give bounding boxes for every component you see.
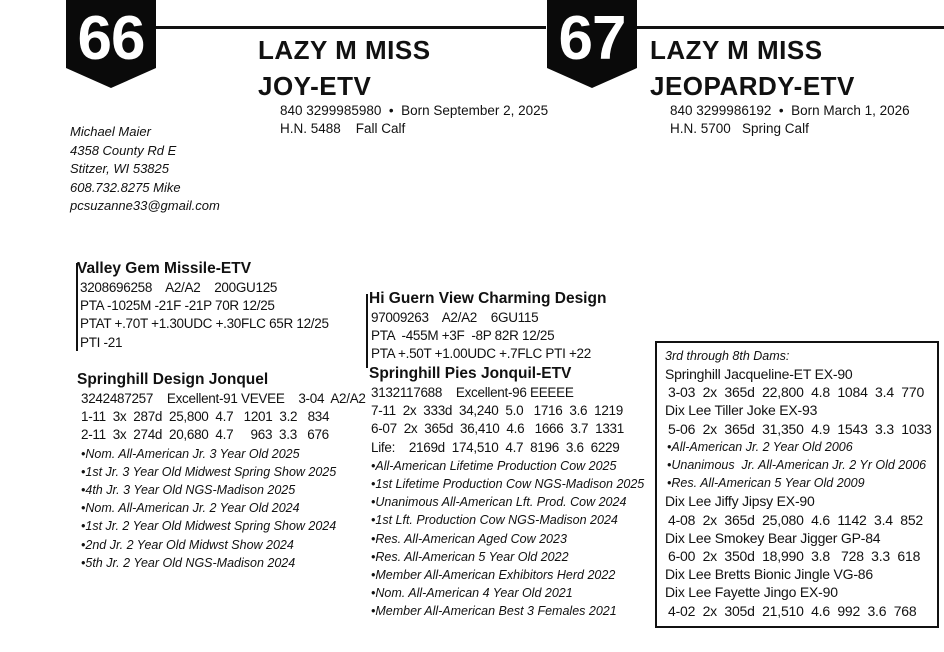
lot-number: 66 bbox=[77, 4, 145, 73]
dam2-line: Life: 2169d 174,510 4.7 8196 3.6 6229 bbox=[371, 439, 620, 455]
dam2-honor: •Member All-American Best 3 Females 2021 bbox=[371, 604, 617, 619]
sire2-bracket bbox=[366, 294, 368, 368]
ancestor-name: Springhill Jacqueline-ET EX-90 bbox=[665, 366, 853, 382]
dam-line: 1-11 3x 287d 25,800 4.7 1201 3.2 834 bbox=[81, 409, 330, 425]
sire-line: PTA -1025M -21F -21P 70R 12/25 bbox=[80, 298, 275, 314]
dam2-line: 7-11 2x 333d 34,240 5.0 1716 3.6 1219 bbox=[371, 403, 623, 419]
ancestor-name: Dix Lee Fayette Jingo EX-90 bbox=[665, 584, 838, 601]
sire-line: PTI -21 bbox=[80, 334, 123, 350]
extended-dams-content bbox=[657, 343, 937, 620]
dam-name: Springhill Design Jonquel bbox=[77, 371, 269, 388]
owner-city: Stitzer, WI 53825 bbox=[70, 161, 169, 176]
extended-dams-box bbox=[655, 341, 939, 628]
dam-honor: •1st Jr. 2 Year Old Midwest Spring Show 2024 bbox=[81, 519, 337, 534]
lot-66-name-line1: LAZY M MISS bbox=[258, 35, 431, 65]
sire2-line: 97009263 A2/A2 6GU115 bbox=[371, 310, 539, 325]
dam-honor: •Nom. All-American Jr. 2 Year Old 2024 bbox=[81, 501, 300, 516]
dam2-honor: •1st Lft. Production Cow NGS-Madison 2024 bbox=[371, 513, 618, 528]
ancestor-honor: •All-American Jr. 2 Year Old 2006 bbox=[667, 439, 853, 454]
dam2-honor: •Nom. All-American 4 Year Old 2021 bbox=[371, 586, 573, 601]
dam2-honor: •Res. All-American 5 Year Old 2022 bbox=[371, 549, 569, 564]
lot-67-name-line2: JEOPARDY-ETV bbox=[650, 71, 855, 101]
owner-email[interactable]: pcsuzanne33@gmail.com bbox=[70, 198, 220, 213]
lot-number: 67 bbox=[558, 4, 626, 73]
ancestor-record: 4-02 2x 305d 21,510 4.6 992 3.6 768 bbox=[668, 602, 917, 619]
sire-line: 3208696258 A2/A2 200GU125 bbox=[80, 280, 278, 295]
dam-line: 2-11 3x 274d 20,680 4.7 963 3.3 676 bbox=[81, 427, 329, 443]
ancestor-honor: •Unanimous Jr. All-American Jr. 2 Yr Old 2006 bbox=[667, 458, 927, 473]
owner-name: Michael Maier bbox=[70, 124, 151, 139]
dam-honor: •5th Jr. 2 Year Old NGS-Madison 2024 bbox=[81, 555, 296, 570]
dam-block bbox=[77, 370, 366, 572]
ancestor-record: 4-08 2x 365d 25,080 4.6 1142 3.4 852 bbox=[668, 511, 924, 528]
dam-honor: •Nom. All-American Jr. 3 Year Old 2025 bbox=[81, 446, 300, 461]
lot-67-reg-line2: H.N. 5700 Spring Calf bbox=[670, 121, 809, 136]
ancestor-record: 3-03 2x 365d 22,800 4.8 1084 3.4 770 bbox=[668, 384, 925, 401]
dam-honor: •4th Jr. 3 Year Old NGS-Madison 2025 bbox=[81, 483, 296, 498]
lot-66-badge bbox=[66, 0, 156, 88]
sire2-line: PTA +.50T +1.00UDC +.7FLC PTI +22 bbox=[371, 346, 591, 362]
dam-honor: •1st Jr. 3 Year Old Midwest Spring Show 2025 bbox=[81, 464, 337, 479]
ancestor-name: Dix Lee Tiller Joke EX-93 bbox=[665, 402, 818, 419]
dam2-line: 3132117688 Excellent-96 EEEEE bbox=[371, 385, 574, 400]
sire-details bbox=[77, 279, 329, 352]
dam2-line: 6-07 2x 365d 36,410 4.6 1666 3.7 1331 bbox=[371, 421, 624, 437]
dam2-honor: •Unanimous All-American Lft. Prod. Cow 2024 bbox=[371, 495, 627, 510]
sire2-line: PTA -455M +3F -8P 82R 12/25 bbox=[371, 328, 555, 344]
ancestor-name: Dix Lee Smokey Bear Jigger GP-84 bbox=[665, 529, 881, 546]
lot-66-name-line2: JOY-ETV bbox=[258, 71, 372, 101]
dam2-honor: •Member All-American Exhibitors Herd 2022 bbox=[371, 568, 616, 583]
owner-phone: 608.732.8275 Mike bbox=[70, 179, 181, 195]
dam-honor: •2nd Jr. 2 Year Old Midwst Show 2024 bbox=[81, 537, 294, 552]
lot-67-reg-line1: 840 3299986192 • Born March 1, 2026 bbox=[670, 103, 910, 118]
dam-line: 3242487257 Excellent-91 VEVEE 3-04 A2/A2 bbox=[81, 391, 366, 406]
sire2-details bbox=[369, 309, 606, 364]
dam2-name: Springhill Pies Jonquil-ETV bbox=[369, 365, 572, 382]
sire-block bbox=[77, 259, 329, 352]
dam2-honor: •1st Lifetime Production Cow NGS-Madison 2025 bbox=[371, 477, 645, 492]
ancestor-record: 6-00 2x 350d 18,990 3.8 728 3.3 618 bbox=[668, 548, 921, 565]
dam2-honor: •All-American Lifetime Production Cow 2025 bbox=[371, 458, 617, 473]
lot-66-reg-line2: H.N. 5488 Fall Calf bbox=[280, 121, 406, 136]
ancestor-honor: •Res. All-American 5 Year Old 2009 bbox=[667, 476, 865, 491]
dam2-honor: •Res. All-American Aged Cow 2023 bbox=[371, 531, 567, 546]
dam2-block bbox=[369, 364, 644, 621]
owner-address: 4358 County Rd E bbox=[70, 142, 177, 158]
lot-67-name-line1: LAZY M MISS bbox=[650, 35, 823, 65]
dam2-details bbox=[369, 384, 644, 621]
sire2-name: Hi Guern View Charming Design bbox=[369, 290, 607, 307]
ancestor-name: Dix Lee Bretts Bionic Jingle VG-86 bbox=[665, 566, 873, 583]
extended-dams-header: 3rd through 8th Dams: bbox=[665, 349, 790, 363]
sire2-block bbox=[369, 289, 606, 364]
ancestor-name: Dix Lee Jiffy Jipsy EX-90 bbox=[665, 493, 815, 510]
owner-contact bbox=[70, 123, 220, 216]
dam-details bbox=[77, 390, 366, 572]
sire-name: Valley Gem Missile-ETV bbox=[77, 260, 252, 277]
sire-line: PTAT +.70T +1.30UDC +.30FLC 65R 12/25 bbox=[80, 316, 329, 332]
lot-67-badge bbox=[547, 0, 637, 88]
lot-66-reg-line1: 840 3299985980 • Born September 2, 2025 bbox=[280, 103, 549, 118]
ancestor-record: 5-06 2x 365d 31,350 4.9 1543 3.3 1033 bbox=[668, 420, 932, 437]
